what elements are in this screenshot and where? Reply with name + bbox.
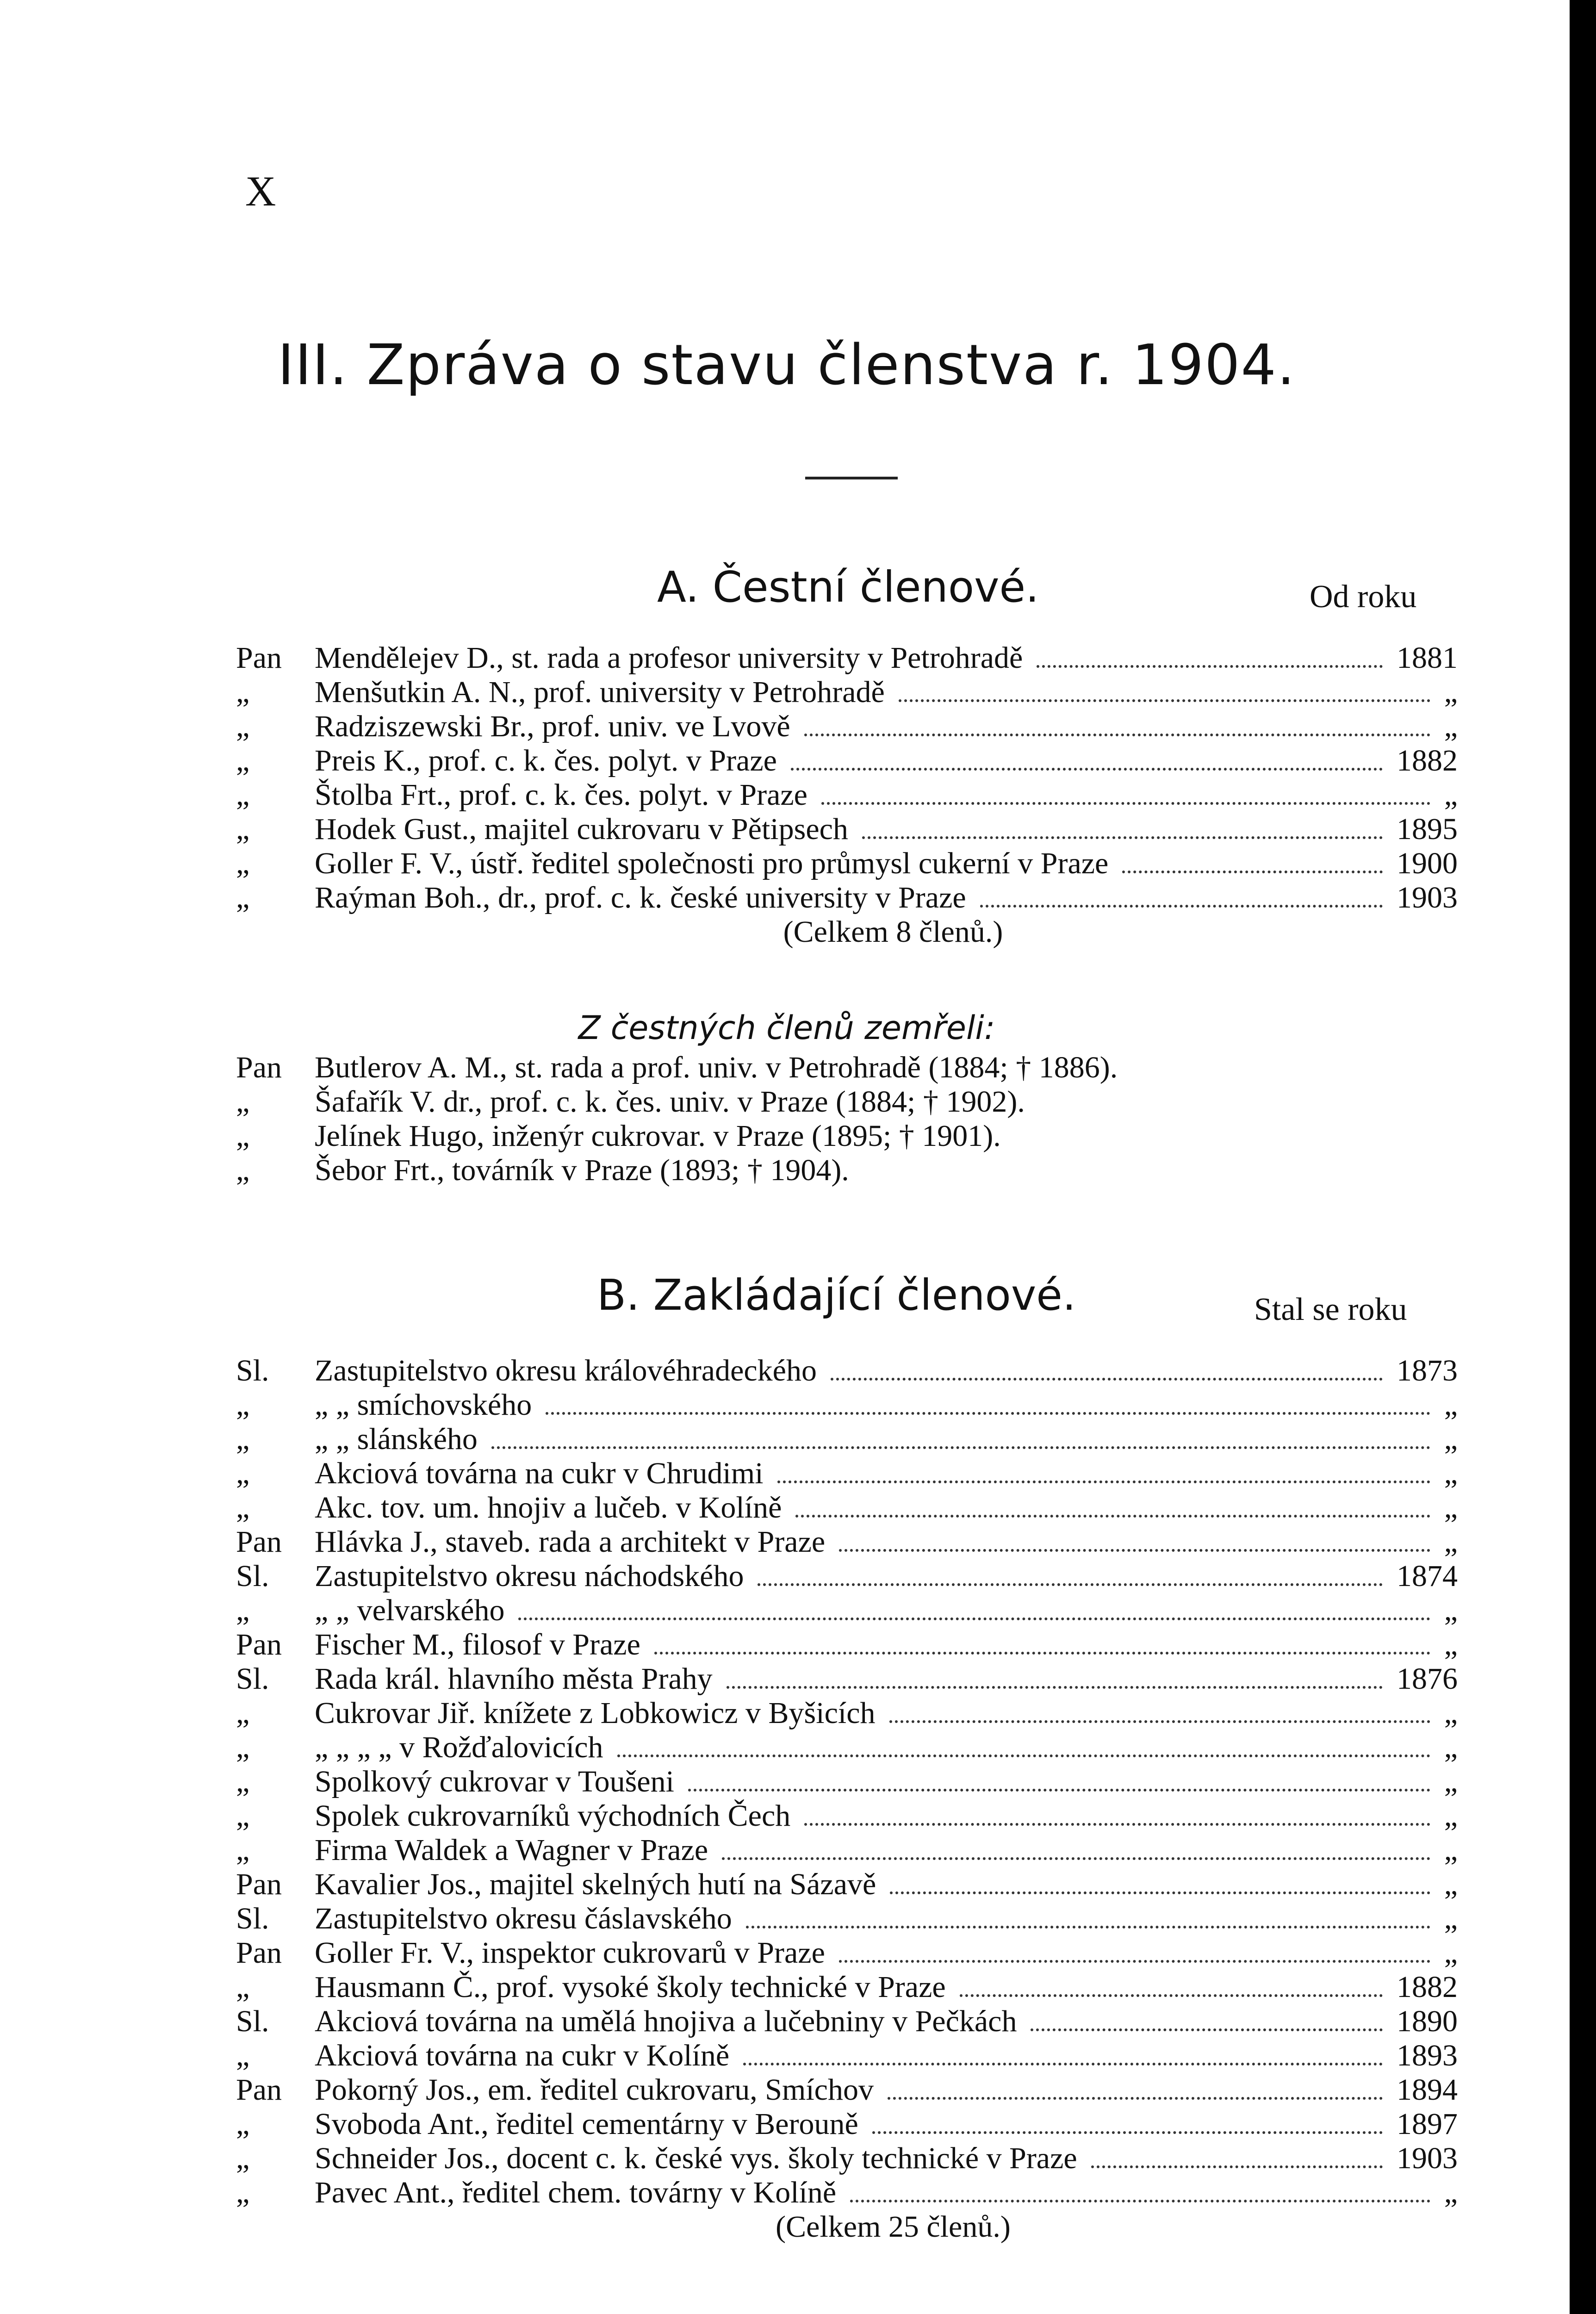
entry-text: Pokorný Jos., em. ředitel cukrovaru, Smíchov (315, 2073, 874, 2107)
entry-prefix: Sl. (236, 1354, 269, 1387)
entry-year: 1881 (1397, 641, 1458, 675)
entry-text: Štolba Frt., prof. c. k. čes. polyt. v Praze (315, 778, 807, 812)
entry-prefix: Pan (236, 1867, 282, 1901)
entry-text: Goller F. V., ústř. ředitel společnosti pro průmysl cukerní v Praze (315, 846, 1109, 880)
leader-dots (889, 1696, 1430, 1723)
list-item (236, 1628, 1458, 1662)
entry-prefix: „ (236, 2176, 250, 2209)
entry-prefix: Sl. (236, 2004, 269, 2038)
entry-year: „ (1444, 1456, 1458, 1490)
entry-text: Šebor Frt., továrník v Praze (1893; † 1904). (315, 1153, 849, 1187)
list-item (236, 744, 1458, 778)
leader-dots (888, 2073, 1383, 2100)
entry-text: Schneider Jos., docent c. k. české vys. školy technické v Praze (315, 2141, 1077, 2175)
entry-prefix: „ (236, 1422, 250, 1456)
leader-dots (890, 1867, 1430, 1894)
list-item (236, 2004, 1458, 2039)
list-item (236, 1696, 1458, 1730)
list-item (236, 1422, 1458, 1456)
entry-prefix: „ (236, 2039, 250, 2072)
entry-year: 1876 (1397, 1662, 1458, 1696)
entry-prefix: „ (236, 881, 250, 914)
deceased-heading: Z čestných členů zemřeli: (578, 1009, 995, 1047)
entry-text: Hlávka J., staveb. rada a architekt v Praze (315, 1525, 826, 1559)
entry-text: Jelínek Hugo, inženýr cukrovar. v Praze (1895; † 1901). (315, 1119, 1001, 1153)
entry-year: 1894 (1397, 2073, 1458, 2107)
page-number: X (245, 168, 276, 215)
entry-prefix: „ (236, 1696, 250, 1730)
leader-dots (980, 881, 1383, 908)
entry-text: „ „ slánského (315, 1422, 478, 1456)
entry-prefix: „ (236, 1085, 250, 1119)
member-total: (Celkem 8 členů.) (783, 915, 1003, 949)
entry-text: Kavalier Jos., majitel skelných hutí na Sázavě (315, 1867, 876, 1901)
leader-dots (1037, 641, 1383, 668)
section-b-column-label: Stal se roku (1254, 1292, 1407, 1327)
entry-year: „ (1444, 1867, 1458, 1901)
entry-text: Hodek Gust., majitel cukrovaru v Pětipsech (315, 812, 848, 846)
entry-text: Menšutkin A. N., prof. university v Petrohradě (315, 675, 885, 709)
leader-dots (491, 1422, 1430, 1449)
leader-dots (899, 675, 1430, 702)
entry-prefix: „ (236, 1491, 250, 1524)
page-edge (1570, 0, 1573, 2314)
list-item (236, 1593, 1458, 1628)
entry-prefix: „ (236, 1970, 250, 2004)
entry-text: Butlerov A. M., st. rada a prof. univ. v Petrohradě (1884; † 1886). (315, 1051, 1118, 1084)
entry-text: Goller Fr. V., inspektor cukrovarů v Praze (315, 1936, 825, 1970)
list-item (236, 1902, 1458, 1936)
list-item (236, 2039, 1458, 2073)
entry-text: Zastupitelstvo okresu náchodského (315, 1559, 744, 1593)
entry-prefix: „ (236, 1456, 250, 1490)
member-total: (Celkem 25 členů.) (776, 2210, 1011, 2244)
entry-year: „ (1444, 709, 1458, 743)
entry-text: Šafařík V. dr., prof. c. k. čes. univ. v Praze (1884; † 1902). (315, 1085, 1025, 1119)
list-item (236, 1119, 1485, 1153)
list-item (236, 881, 1458, 915)
list-item (236, 1730, 1458, 1765)
entry-year: „ (1444, 1422, 1458, 1456)
page-title: III. Zpráva o stavu členstva r. 1904. (278, 333, 1296, 398)
entry-text: Svoboda Ant., ředitel cementárny v Berouně (315, 2107, 858, 2141)
list-item (236, 1970, 1458, 2004)
leader-dots (839, 1936, 1430, 1963)
entry-year: „ (1444, 1593, 1458, 1627)
entry-text: Akciová továrna na cukr v Kolíně (315, 2039, 730, 2072)
leader-dots (839, 1525, 1430, 1552)
leader-dots (960, 1970, 1383, 1997)
leader-dots (722, 1833, 1430, 1860)
list-item (236, 2176, 1458, 2210)
leader-dots (777, 1456, 1430, 1483)
list-item (236, 1867, 1458, 1902)
entry-prefix: Sl. (236, 1662, 269, 1696)
entry-prefix: „ (236, 1119, 250, 1153)
leader-dots (795, 1491, 1430, 1518)
entry-prefix: Sl. (236, 1559, 269, 1593)
entry-year: 1882 (1397, 1970, 1458, 2004)
section-a-column-label: Od roku (1310, 579, 1417, 615)
entry-text: Raýman Boh., dr., prof. c. k. české university v Praze (315, 881, 966, 914)
entry-year: 1882 (1397, 744, 1458, 778)
leader-dots (518, 1593, 1430, 1620)
entry-year: „ (1444, 1936, 1458, 1970)
entry-prefix: „ (236, 812, 250, 846)
entry-prefix: Pan (236, 1525, 282, 1559)
list-item (236, 1153, 1485, 1188)
leader-dots (850, 2176, 1430, 2202)
entry-prefix: Pan (236, 2073, 282, 2107)
entry-year: „ (1444, 1902, 1458, 1935)
entry-year: 1893 (1397, 2039, 1458, 2072)
section-b-list (236, 1354, 1458, 2244)
entry-year: „ (1444, 778, 1458, 812)
entry-prefix: „ (236, 2107, 250, 2141)
entry-text: Rada král. hlavního města Prahy (315, 1662, 713, 1696)
entry-text: „ „ smíchovského (315, 1388, 532, 1422)
entry-text: Akciová továrna na umělá hnojiva a lučebniny v Pečkách (315, 2004, 1017, 2038)
list-item (236, 2073, 1458, 2107)
entry-year: „ (1444, 1696, 1458, 1730)
entry-year: „ (1444, 1628, 1458, 1661)
entry-text: Fischer M., filosof v Praze (315, 1628, 640, 1661)
entry-text: Mendělejev D., st. rada a profesor university v Petrohradě (315, 641, 1023, 675)
entry-text: Hausmann Č., prof. vysoké školy technické v Praze (315, 1970, 946, 2004)
list-item (236, 1456, 1458, 1491)
entry-text: „ „ velvarského (315, 1593, 505, 1627)
list-item (236, 1662, 1458, 1696)
list-item (236, 2141, 1458, 2176)
leader-dots (862, 812, 1383, 839)
entry-prefix: „ (236, 675, 250, 709)
list-item (236, 1525, 1458, 1559)
entry-text: Preis K., prof. c. k. čes. polyt. v Praze (315, 744, 777, 778)
leader-dots (831, 1354, 1383, 1381)
entry-text: Spolkový cukrovar v Toušeni (315, 1765, 674, 1798)
leader-dots (688, 1765, 1430, 1791)
entry-year: „ (1444, 1388, 1458, 1422)
entry-prefix: „ (236, 709, 250, 743)
title-divider (805, 477, 898, 479)
entry-text: Radziszewski Br., prof. univ. ve Lvově (315, 709, 790, 743)
entry-text: Spolek cukrovarníků východních Čech (315, 1799, 791, 1833)
section-a-heading: A. Čestní členové. (657, 562, 1039, 612)
entry-prefix: „ (236, 744, 250, 778)
list-item (236, 812, 1458, 846)
entry-prefix: „ (236, 1153, 250, 1187)
list-item (236, 1388, 1458, 1422)
entry-year: „ (1444, 1833, 1458, 1867)
leader-dots (617, 1730, 1430, 1757)
entry-year: „ (1444, 1730, 1458, 1764)
entry-prefix: Sl. (236, 1902, 269, 1935)
deceased-list (236, 1051, 1485, 1188)
list-item (236, 1765, 1458, 1799)
entry-text: Akc. tov. um. hnojiv a lučeb. v Kolíně (315, 1491, 782, 1524)
list-item (236, 846, 1458, 881)
entry-year: 1903 (1397, 2141, 1458, 2175)
entry-text: Zastupitelstvo okresu čáslavského (315, 1902, 732, 1935)
entry-year: „ (1444, 1491, 1458, 1524)
entry-text: Akciová továrna na cukr v Chrudimi (315, 1456, 764, 1490)
list-item (236, 2107, 1458, 2141)
leader-dots (654, 1628, 1430, 1655)
entry-text: Cukrovar Jiř. knížete z Lobkowicz v Byšicích (315, 1696, 876, 1730)
entry-year: 1900 (1397, 846, 1458, 880)
entry-year: 1897 (1397, 2107, 1458, 2141)
entry-year: „ (1444, 1799, 1458, 1833)
entry-prefix: „ (236, 778, 250, 812)
list-item (236, 709, 1458, 744)
entry-prefix: „ (236, 1593, 250, 1627)
list-item (236, 675, 1458, 709)
entry-year: „ (1444, 1765, 1458, 1798)
entry-year: 1895 (1397, 812, 1458, 846)
entry-prefix: Pan (236, 1051, 282, 1084)
entry-year: 1903 (1397, 881, 1458, 914)
leader-dots (804, 709, 1430, 736)
entry-text: Pavec Ant., ředitel chem. továrny v Kolíně (315, 2176, 837, 2209)
entry-text: „ „ „ „ v Rožďalovicích (315, 1730, 603, 1764)
entry-prefix: „ (236, 1833, 250, 1867)
leader-dots (821, 778, 1430, 805)
leader-dots (743, 2039, 1383, 2065)
list-item (236, 1833, 1458, 1867)
list-item (236, 1559, 1458, 1593)
entry-prefix: Pan (236, 1628, 282, 1661)
entry-year: 1874 (1397, 1559, 1458, 1593)
list-item (236, 778, 1458, 812)
entry-text: Firma Waldek a Wagner v Praze (315, 1833, 708, 1867)
leader-dots (804, 1799, 1430, 1826)
scan-border (1573, 0, 1596, 2314)
leader-dots (1122, 846, 1383, 873)
section-a-list (236, 641, 1458, 949)
entry-prefix: „ (236, 1388, 250, 1422)
list-item (236, 1936, 1458, 1970)
entry-prefix: „ (236, 1765, 250, 1798)
entry-year: 1873 (1397, 1354, 1458, 1387)
section-b-heading: B. Zakládající členové. (597, 1270, 1076, 1320)
entry-year: „ (1444, 675, 1458, 709)
list-item (236, 1085, 1485, 1119)
entry-prefix: „ (236, 2141, 250, 2175)
leader-dots (746, 1902, 1430, 1928)
entry-year: „ (1444, 1525, 1458, 1559)
leader-dots (758, 1559, 1383, 1586)
leader-dots (791, 744, 1383, 771)
list-item (236, 1799, 1458, 1833)
entry-prefix: Pan (236, 641, 282, 675)
list-item (236, 1491, 1458, 1525)
list-item (236, 1354, 1458, 1388)
entry-prefix: Pan (236, 1936, 282, 1970)
entry-prefix: „ (236, 1730, 250, 1764)
leader-dots (727, 1662, 1383, 1689)
list-item (236, 641, 1458, 675)
entry-year: 1890 (1397, 2004, 1458, 2038)
list-item (236, 1051, 1485, 1085)
entry-prefix: „ (236, 846, 250, 880)
entry-year: „ (1444, 2176, 1458, 2209)
entry-prefix: „ (236, 1799, 250, 1833)
entry-text: Zastupitelstvo okresu královéhradeckého (315, 1354, 817, 1387)
leader-dots (1031, 2004, 1383, 2031)
leader-dots (872, 2107, 1383, 2134)
leader-dots (546, 1388, 1430, 1415)
leader-dots (1091, 2141, 1383, 2168)
